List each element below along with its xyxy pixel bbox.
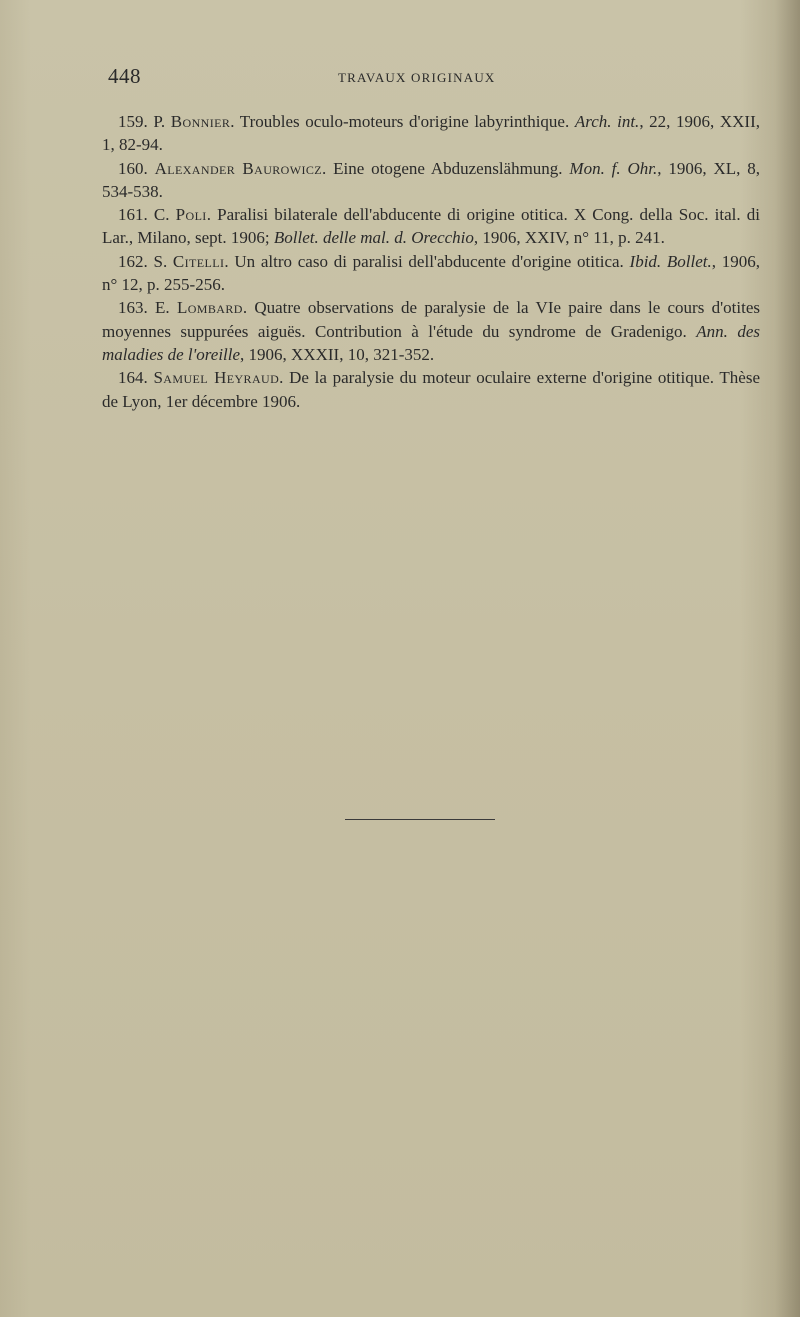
reference-number: 163. E. xyxy=(118,298,177,318)
reference-journal: Ann. des maladies de l'oreille xyxy=(102,321,760,364)
reference-author: Samuel Heyraud xyxy=(153,368,280,388)
reference-author: Lombard xyxy=(176,298,243,318)
page-header xyxy=(108,64,758,92)
reference-details: , 22, 1906, XXII, 1, 82-94. xyxy=(102,112,760,155)
reference-number: 162. S. xyxy=(118,251,173,271)
reference-number: 164. xyxy=(118,368,154,388)
reference-author: Citelli xyxy=(172,251,225,271)
reference-details: , 1906, XXIV, n° 11, p. 241. xyxy=(473,228,665,248)
reference-author: Alexander Baurowicz xyxy=(154,158,322,178)
reference-journal: Arch. int. xyxy=(574,112,640,131)
reference-author: Bonnier xyxy=(170,112,231,131)
reference-item xyxy=(102,203,760,250)
reference-item xyxy=(102,250,760,297)
reference-item xyxy=(102,157,760,204)
reference-title: . Troubles oculo-moteurs d'origine labyrinthique. xyxy=(230,112,575,131)
reference-journal: Mon. f. Ohr. xyxy=(569,158,658,178)
reference-number: 159. P. xyxy=(118,112,171,131)
reference-author: Poli xyxy=(175,205,207,225)
reference-details: , 1906, n° 12, p. 255-256. xyxy=(102,251,760,295)
reference-number: 161. C. xyxy=(118,205,176,225)
reference-item xyxy=(102,366,760,413)
reference-title: . Paralisi bilaterale dell'abducente di origine otitica. X Cong. della Soc. ital. di Lar., Milano, sept. 1906; xyxy=(102,205,760,248)
reference-title: . Eine otogene Abduzenslähmung. xyxy=(322,158,570,178)
reference-title: . Quatre observations de paralysie de la VIe paire dans le cours d'otites moyennes suppurées aiguës. Contribution à l'étude du syndrome de Gradenigo. xyxy=(102,298,761,341)
reference-list xyxy=(102,110,760,413)
reference-number: 160. xyxy=(118,158,155,178)
reference-details: , 1906, XL, 8, 534-538. xyxy=(102,158,760,201)
reference-details: , 1906, XXXII, 10, 321-352. xyxy=(240,344,435,364)
reference-title: . Un altro caso di paralisi dell'abducente d'origine otitica. xyxy=(224,251,630,271)
reference-item xyxy=(102,110,760,157)
section-end-rule xyxy=(345,819,495,820)
reference-title: . De la paralysie du moteur oculaire externe d'origine otitique. Thèse de Lyon, 1er décembre 1906. xyxy=(102,368,760,411)
reference-journal: Ibid. Bollet. xyxy=(629,251,712,271)
reference-journal: Bollet. delle mal. d. Orecchio xyxy=(273,228,474,248)
reference-item xyxy=(102,296,760,366)
page-number: 448 xyxy=(108,64,141,88)
running-title: TRAVAUX ORIGINAUX xyxy=(338,70,496,85)
